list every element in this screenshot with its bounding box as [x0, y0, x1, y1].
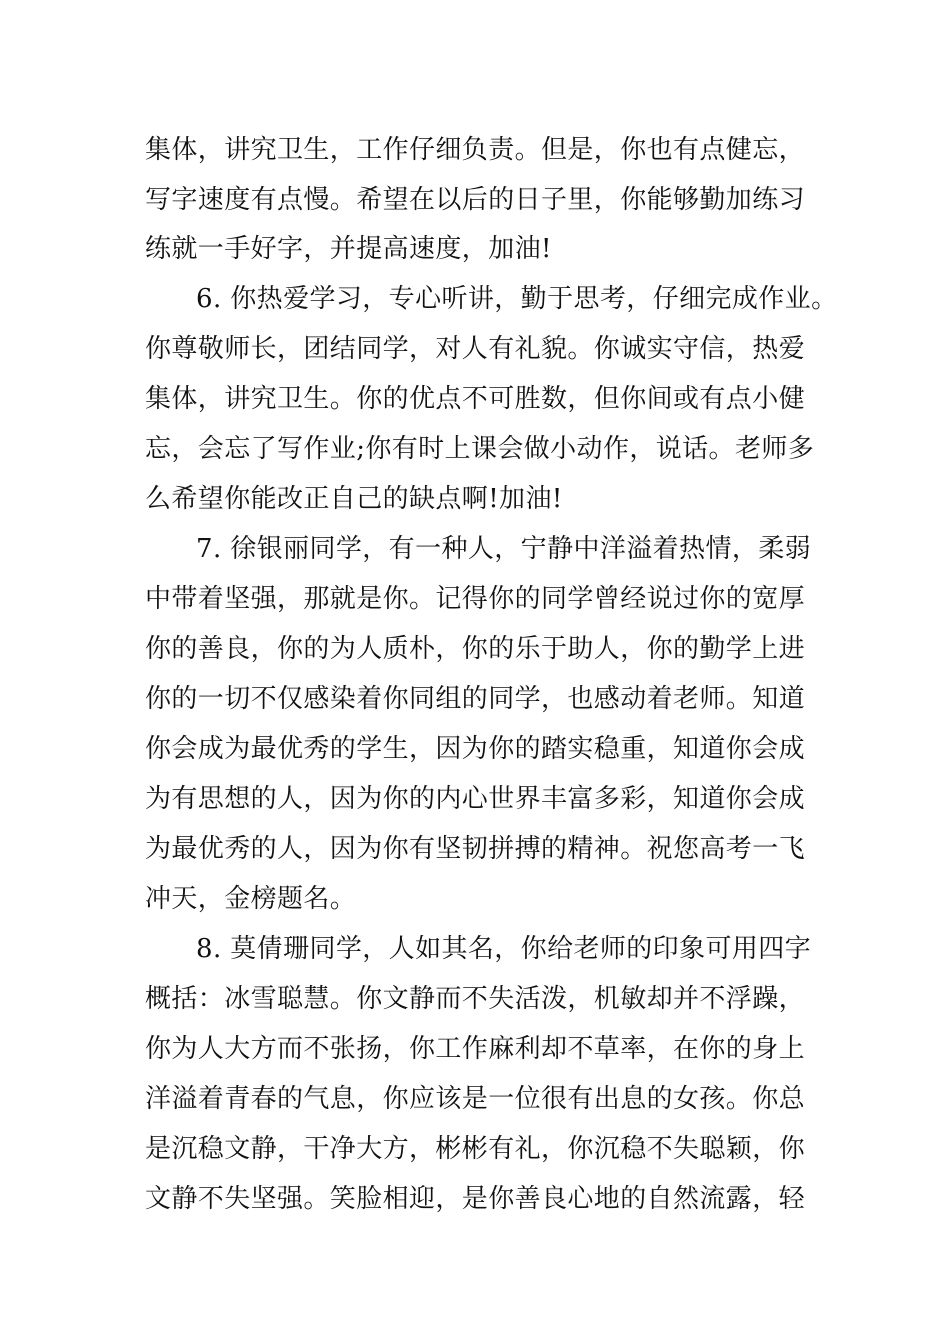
text-line: 写字速度有点慢。希望在以后的日子里，你能够勤加练习 — [145, 185, 806, 215]
paragraph-7-start: 7. 徐银丽同学，有一种人，宁静中洋溢着热情，柔弱 — [196, 534, 812, 564]
text-line: 你为人大方而不张扬，你工作麻利却不草率，在你的身上 — [145, 1034, 806, 1064]
text-line: 为有思想的人，因为你的内心世界丰富多彩，知道你会成 — [145, 784, 806, 814]
paragraph-6-start: 6. 你热爱学习，专心听讲，勤于思考，仔细完成作业。 — [196, 284, 838, 314]
text-line: 练就一手好字，并提高速度，加油! — [145, 234, 552, 264]
text-line: 你尊敬师长，团结同学，对人有礼貌。你诚实守信，热爱 — [145, 334, 806, 364]
text-line: 集体，讲究卫生，工作仔细负责。但是，你也有点健忘， — [145, 135, 806, 165]
text-line: 洋溢着青春的气息，你应该是一位很有出息的女孩。你总 — [145, 1084, 806, 1114]
text-line: 你会成为最优秀的学生，因为你的踏实稳重，知道你会成 — [145, 734, 806, 764]
text-line: 忘，会忘了写作业;你有时上课会做小动作，说话。老师多 — [145, 434, 815, 464]
text-line: 冲天，金榜题名。 — [145, 884, 357, 914]
text-line: 为最优秀的人，因为你有坚韧拼搏的精神。祝您高考一飞 — [145, 834, 806, 864]
text-line: 概括：冰雪聪慧。你文静而不失活泼，机敏却并不浮躁， — [145, 984, 806, 1014]
paragraph-8-start: 8. 莫倩珊同学，人如其名，你给老师的印象可用四字 — [196, 934, 812, 964]
text-line: 文静不失坚强。笑脸相迎，是你善良心地的自然流露，轻 — [145, 1184, 806, 1214]
text-line: 集体，讲究卫生。你的优点不可胜数，但你间或有点小健 — [145, 384, 806, 414]
text-line: 你的一切不仅感染着你同组的同学，也感动着老师。知道 — [145, 684, 806, 714]
text-line: 你的善良，你的为人质朴，你的乐于助人，你的勤学上进 — [145, 634, 806, 664]
text-line: 么希望你能改正自己的缺点啊!加油! — [145, 484, 563, 514]
text-line: 是沉稳文静，干净大方，彬彬有礼，你沉稳不失聪颖，你 — [145, 1134, 806, 1164]
text-line: 中带着坚强，那就是你。记得你的同学曾经说过你的宽厚 — [145, 584, 806, 614]
